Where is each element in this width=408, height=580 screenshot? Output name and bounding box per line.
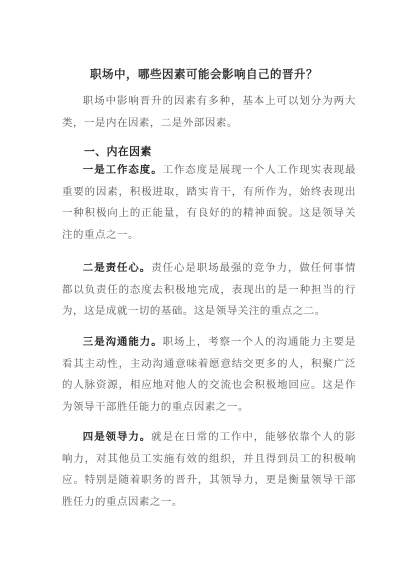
item-lead-2: 二是责任心。 bbox=[82, 262, 152, 274]
item-paragraph-2 bbox=[62, 258, 356, 323]
item-paragraph-1 bbox=[62, 160, 356, 246]
item-lead-3: 三是沟通能力。 bbox=[82, 336, 163, 348]
item-body-3: 职场上，考察一个人的沟通能力主要是看其主动性，主动沟通意味着愿意结交更多的人，积聚广泛的人脉资源，相应地对他人的交流也会积极地回应。这是作为领导干部胜任能力的重点因素之一。 bbox=[62, 336, 357, 413]
intro-paragraph bbox=[62, 91, 356, 134]
item-body-1: 工作态度是展现一个人工作现实表现最重要的因素，积极进取，踏实肯干，有所作为，始终表现出一种积极向上的正能量，有良好的的精神面貌。这是领导关注的重点之一。 bbox=[62, 164, 357, 241]
item-body-4: 就是在日常的工作中，能够依靠个人的影响力，对其他员工实施有效的组织，并且得到员工的积极响应。特别是随着职务的晋升，其领导力，更是衡量领导干部胜任力的重点因素之一。 bbox=[62, 431, 356, 508]
document-title: 职场中，哪些因素可能会影响自己的晋升？ bbox=[90, 67, 318, 81]
item-lead-4: 四是领导力。 bbox=[82, 431, 152, 443]
intro-text: 职场中影响晋升的因素有多种，基本上可以划分为两大类，一是内在因素，二是外部因素。 bbox=[62, 95, 356, 129]
section-heading: 一、内在因素 bbox=[84, 145, 152, 158]
item-paragraph-4 bbox=[62, 427, 356, 513]
item-lead-1: 一是工作态度。 bbox=[82, 164, 163, 176]
item-paragraph-3 bbox=[62, 332, 356, 418]
item-body-2: 责任心是职场最强的竞争力，做任何事情都以负责任的态度去积极地完成，表现出的是一种担当的行为，这是成就一切的基础。这是领导关注的重点之二。 bbox=[62, 262, 356, 318]
